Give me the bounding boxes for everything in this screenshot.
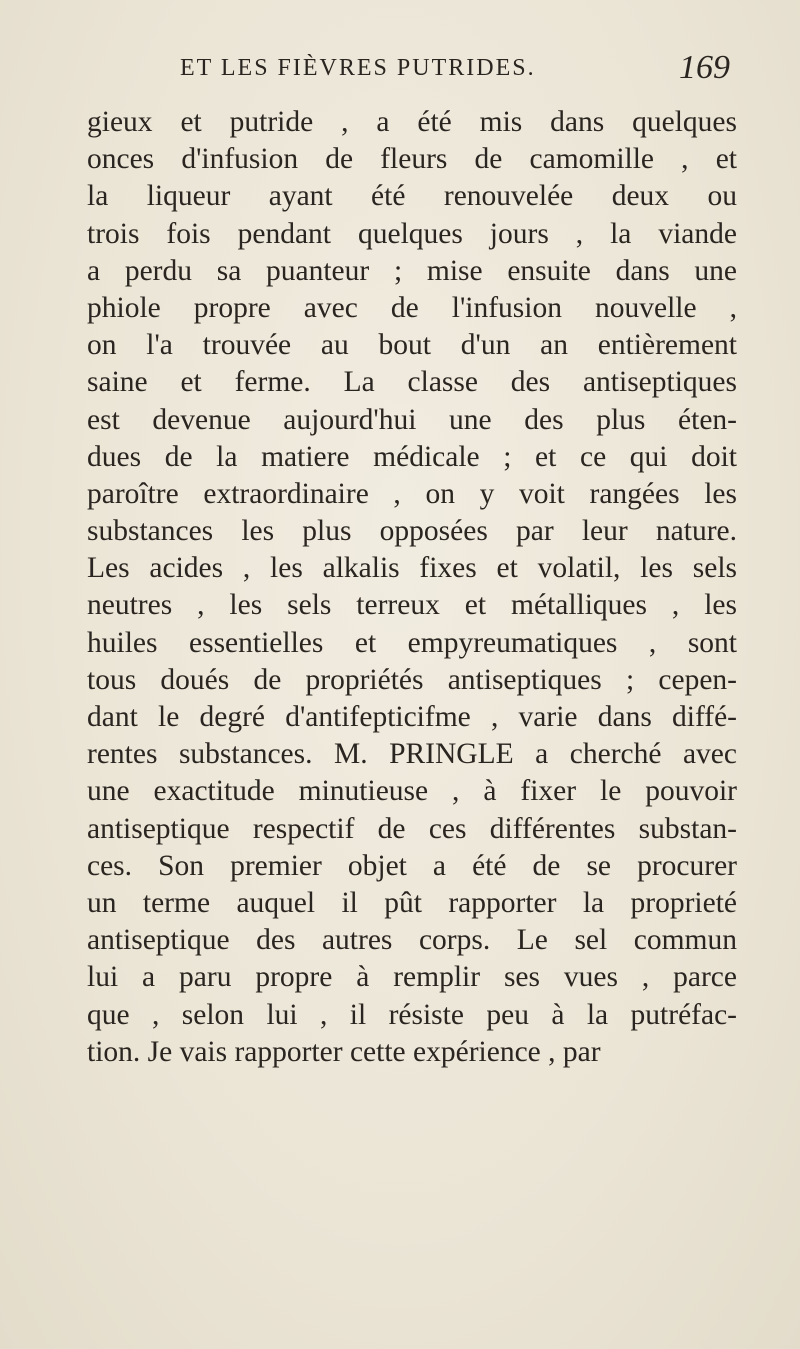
text-line: onces d'infusion de fleurs de camomille , et: [87, 143, 737, 176]
running-title: ET LES FIÈVRES PUTRIDES.: [180, 55, 536, 81]
text-line: ces. Son premier objet a été de se procurer: [87, 849, 737, 882]
page-header: [180, 49, 740, 95]
text-line: huiles essentielles et empyreumatiques , sont: [87, 626, 737, 659]
text-line: a perdu sa puanteur ; mise ensuite dans une: [87, 254, 737, 287]
text-line: lui a paru propre à remplir ses vues , parce: [87, 961, 737, 994]
text-line: la liqueur ayant été renouvelée deux ou: [87, 180, 737, 213]
text-line: substances les plus opposées par leur nature.: [87, 515, 737, 548]
text-line: Les acides , les alkalis fixes et volatil, les sels: [87, 552, 737, 585]
text-line: que , selon lui , il résiste peu à la putréfac-: [87, 998, 737, 1031]
body-text: [87, 104, 737, 1071]
text-line: trois fois pendant quelques jours , la viande: [87, 217, 737, 250]
text-line: un terme auquel il pût rapporter la proprieté: [87, 886, 737, 919]
text-line: rentes substances. M. PRINGLE a cherché avec: [87, 738, 737, 771]
text-line: neutres , les sels terreux et métalliques , les: [87, 589, 737, 622]
text-line: dues de la matiere médicale ; et ce qui doit: [87, 440, 737, 473]
text-line: gieux et putride , a été mis dans quelques: [87, 106, 737, 138]
text-line: est devenue aujourd'hui une des plus éten-: [87, 403, 737, 436]
text-line: saine et ferme. La classe des antiseptiques: [87, 366, 737, 399]
page-number: 169: [679, 49, 730, 86]
text-line: une exactitude minutieuse , à fixer le pouvoir: [87, 775, 737, 808]
text-line: tous doués de propriétés antiseptiques ; cepen-: [87, 663, 737, 696]
text-line: paroître extraordinaire , on y voit rangées les: [87, 477, 737, 510]
text-line: tion. Je vais rapporter cette expérience , par: [87, 1035, 601, 1068]
text-line: phiole propre avec de l'infusion nouvelle ,: [87, 291, 737, 324]
text-line: antiseptique respectif de ces différentes substan-: [87, 812, 737, 845]
text-line: antiseptique des autres corps. Le sel commun: [87, 924, 737, 957]
text-line: on l'a trouvée au bout d'un an entièrement: [87, 329, 737, 362]
text-line: dant le degré d'antifepticifme , varie dans diffé-: [87, 701, 737, 733]
